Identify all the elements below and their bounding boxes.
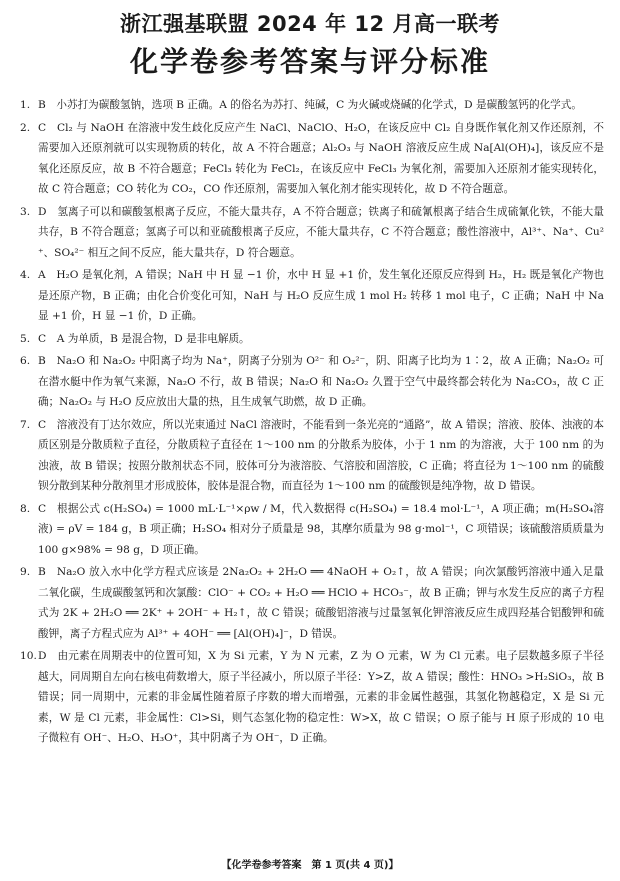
- question-number: 1.: [20, 99, 31, 111]
- answer-text: B Na₂O 和 Na₂O₂ 中阳离子均为 Na⁺，阴离子分别为 O²⁻ 和 O₂²⁻，阴、阳离子比均为 1∶2，故 A 正确；Na₂O₂ 可在潜水艇中作为氧气来源，Na₂O 不行，故 B 错误；Na₂O 和 Na₂O₂ 久置于空气中最终都会转化为 Na₂CO₃，故 C 正确；Na₂O₂ 与 H₂O 反应放出大量的热，且生成氧气助燃，故 D 正确。: [38, 355, 604, 408]
- answer-text: C Cl₂ 与 NaOH 在溶液中发生歧化反应产生 NaCl、NaClO、H₂O，在该反应中 Cl₂ 自身既作氧化剂又作还原剂，不需要加入还原剂就可以实现物质的转化，故 A 不符合题意；Al₂O₃ 与 NaOH 溶液反应生成 Na[Al(OH)₄]，该反应不是氧化还原反应，故 B 不符合题意；FeCl₃ 转化为 FeCl₂，在该反应中 FeCl₃ 为氧化剂，需要加入还原剂才能实现转化，故 C 符合题意；CO 转化为 CO₂，CO 作还原剂，需要加入氧化剂才能实现转化，故 D 不符合题意。: [38, 121, 604, 195]
- answer-item-2: [20, 118, 604, 200]
- answer-item-1: [20, 95, 604, 116]
- answer-text: D 由元素在周期表中的位置可知，X 为 Si 元素，Y 为 N 元素，Z 为 O 元素，W 为 Cl 元素。电子层数越多原子半径越大，同周期自左向右核电荷数增大，原子半径减小，所以原子半径：Y>Z，故 A 错误；酸性：HNO₃ >H₂SiO₃，故 B 错误；同一周期中，元素的非金属性随着原子序数的增大而增强，元素的非金属性越强，其氢化物越稳定，X 是 Si 元素，W 是 Cl 元素，非金属性：Cl>Si，则气态氢化物的稳定性：W>X，故 C 错误；O 原子能与 H 原子形成的 10 电子微粒有 OH⁻、H₂O、H₃O⁺，其中阴离子为 OH⁻，D 正确。: [38, 650, 604, 744]
- answer-item-9: [20, 562, 604, 644]
- question-number: 9.: [20, 566, 31, 578]
- question-number: 2.: [20, 121, 31, 134]
- document-title: 化学卷参考答案与评分标准: [129, 45, 490, 78]
- answer-text: B 小苏打为碳酸氢钠，选项 B 正确。A 的俗名为苏打、纯碱，C 为火碱或烧碱的化学式，D 是碳酸氢钙的化学式。: [38, 99, 582, 111]
- answer-item-7: [20, 415, 604, 497]
- question-number: 10.: [20, 650, 37, 662]
- question-number: 6.: [20, 355, 31, 367]
- question-number: 8.: [20, 502, 31, 515]
- answer-item-10: [20, 646, 604, 749]
- answer-text: C 溶液没有丁达尔效应，所以光束通过 NaCl 溶液时，不能看到一条光亮的“通路”，故 A 错误；溶液、胶体、浊液的本质区别是分散质粒子直径，分散质粒子直径在 1～100 nm 的分散系为胶体，小于 1 nm 的为溶液，大于 100 nm 的为浊液，故 B 错误；按照分散剂状态不同，胶体可分为液溶胶、气溶胶和固溶胶，C 正确；将直径为 1～100 nm 的硫酸钡分散到某种分散剂里才形成胶体，胶体是混合物，而直径为 1～100 nm 的硫酸钡是纯净物，故 D 错误。: [38, 418, 604, 492]
- answer-item-3: [20, 202, 604, 264]
- answer-text: A H₂O 是氧化剂，A 错误；NaH 中 H 显 −1 价，水中 H 显 +1 价，发生氧化还原反应得到 H₂，H₂ 既是氧化产物也是还原产物，B 正确；由化合价变化可知，NaH 与 H₂O 反应生成 1 mol H₂ 转移 1 mol 电子，C 正确；NaH 中 Na 显 +1 价，H 显 −1 价，D 正确。: [38, 269, 604, 322]
- question-number: 3.: [20, 205, 31, 218]
- answer-list: [20, 95, 604, 751]
- question-number: 4.: [20, 269, 31, 281]
- page-footer: 【化学卷参考答案 第 1 页(共 4 页)】: [221, 860, 399, 871]
- answer-text: D 氢离子可以和碳酸氢根离子反应，不能大量共存，A 不符合题意；铁离子和硫氰根离子结合生成硫氰化铁，不能大量共存，B 不符合题意；氢离子可以和亚硫酸根离子反应，不能大量共存，C 不符合题意；酸性溶液中，Al³⁺、Na⁺、Cu²⁺、SO₄²⁻ 相互之间不反应，能大量共存，D 符合题意。: [38, 205, 604, 259]
- question-number: 7.: [20, 418, 31, 431]
- answer-item-4: [20, 265, 604, 327]
- answer-item-8: [20, 499, 604, 561]
- answer-text: C A 为单质，B 是混合物，D 是非电解质。: [38, 332, 250, 345]
- answer-text: C 根据公式 c(H₂SO₄) = 1000 mL·L⁻¹×ρw / M，代入数据得 c(H₂SO₄) = 18.4 mol·L⁻¹，A 项正确；m(H₂SO₄溶液) = ρV = 184 g，B 项正确；H₂SO₄ 相对分子质量是 98，其摩尔质量为 98 g·mol⁻¹，C 项错误；该硫酸溶质质量为 100 g×98% = 98 g，D 项正确。: [38, 502, 604, 556]
- answer-text: B Na₂O 放入水中化学方程式应该是 2Na₂O₂ + 2H₂O ══ 4NaOH + O₂↑，故 A 错误；向次氯酸钙溶液中通入足量二氧化碳，生成碳酸氢钙和次氯酸：ClO⁻ + CO₂ + H₂O ══ HClO + HCO₃⁻，故 B 正确；钾与水发生反应的离子方程式为 2K + 2H₂O ══ 2K⁺ + 2OH⁻ + H₂↑，故 C 错误；硫酸铝溶液与过量氢氧化钾溶液反应生成四羟基合铝酸钾和硫酸钾，离子方程式应为 Al³⁺ + 4OH⁻ ══ [Al(OH)₄]⁻，D 错误。: [38, 566, 604, 640]
- answer-item-5: [20, 329, 604, 350]
- question-number: 5.: [20, 332, 31, 345]
- answer-item-6: [20, 351, 604, 413]
- exam-title: 浙江强基联盟 2024 年 12 月高一联考: [120, 12, 500, 36]
